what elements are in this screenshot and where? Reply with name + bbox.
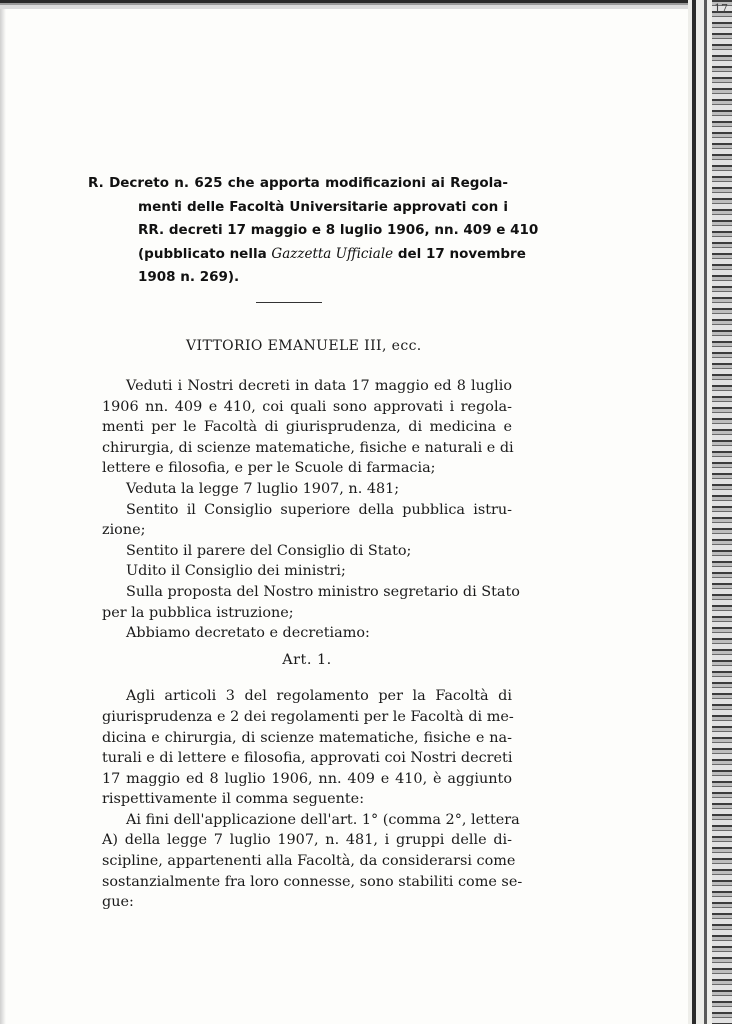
gazzetta-ufficiale-italic: Gazzetta Ufficiale xyxy=(271,245,394,262)
body-line: turali e di lettere e filosofia, approvati coi Nostri decreti xyxy=(102,750,513,767)
body-line: Sentito il parere del Consiglio di Stato; xyxy=(126,542,412,559)
body-line: Abbiamo decretato e decretiamo: xyxy=(126,625,370,642)
article-heading: Art. 1. xyxy=(282,651,332,668)
decree-title-line: menti delle Facoltà Universitarie approvati con i xyxy=(138,198,508,215)
decree-title-line: R. Decreto n. 625 che apporta modificazioni ai Regola- xyxy=(88,175,508,191)
decree-title-line: 1908 n. 269). xyxy=(138,269,240,285)
separator-rule xyxy=(256,302,322,303)
body-line: sostanzialmente fra loro connesse, sono stabiliti come se- xyxy=(102,873,523,890)
decree-title-line xyxy=(88,243,526,267)
body-line: dicina e chirurgia, di scienze matematiche, fisiche e na- xyxy=(102,729,512,746)
body-line: Veduti i Nostri decreti in data 17 maggio ed 8 luglio xyxy=(126,378,512,394)
gutter-binding-line-inner xyxy=(704,0,707,1024)
scan-top-edge xyxy=(0,0,700,14)
decree-title-fragment: (pubblicato nella xyxy=(138,245,267,262)
body-line: lettere e filosofia, e per le Scuole di farmacia; xyxy=(102,460,436,477)
decree-title xyxy=(88,172,539,290)
body-line: gue: xyxy=(102,894,134,911)
body-line: A) della legge 7 luglio 1907, n. 481, i gruppi delle di- xyxy=(102,832,512,849)
body-line: Ai fini dell'applicazione dell'art. 1° (comma 2°, lettera xyxy=(126,811,520,828)
body-line: zione; xyxy=(102,522,146,539)
body-line: scipline, appartenenti alla Facoltà, da considerarsi come xyxy=(102,853,516,870)
body-line: 17 maggio ed 8 luglio 1906, nn. 409 e 410, è aggiunto xyxy=(102,770,512,787)
king-heading: VITTORIO EMANUELE III, ecc. xyxy=(186,338,422,354)
body-line: Agli articoli 3 del regolamento per la Facoltà di xyxy=(126,688,512,705)
body-line: Sentito il Consiglio superiore della pubblica istru- xyxy=(126,501,512,518)
body-line: Sulla proposta del Nostro ministro segretario di Stato xyxy=(126,583,520,600)
decree-title-line: RR. decreti 17 maggio e 8 luglio 1906, nn. 409 e 410 xyxy=(138,222,539,238)
body-line: menti per le Facoltà di giurisprudenza, di medicina e xyxy=(102,419,512,436)
decree-body xyxy=(102,376,523,913)
decree-title-fragment: del 17 novembre xyxy=(397,245,526,262)
scan-left-shadow xyxy=(0,0,6,1024)
margin-mark: 17 xyxy=(714,2,728,15)
body-line: rispettivamente il comma seguente: xyxy=(102,791,365,808)
gutter-binding-line xyxy=(692,0,696,1024)
body-line: Veduta la legge 7 luglio 1907, n. 481; xyxy=(126,480,400,497)
body-line: Udito il Consiglio dei ministri; xyxy=(126,563,346,580)
body-line: giurisprudenza e 2 dei regolamenti per le Facoltà di me- xyxy=(102,708,514,725)
body-line: per la pubblica istruzione; xyxy=(102,604,294,621)
body-line: 1906 nn. 409 e 410, coi quali sono approvati i regola- xyxy=(102,398,512,415)
gutter-page-edges xyxy=(712,0,732,1024)
body-line: chirurgia, di scienze matematiche, fisiche e naturali e di xyxy=(102,439,514,456)
